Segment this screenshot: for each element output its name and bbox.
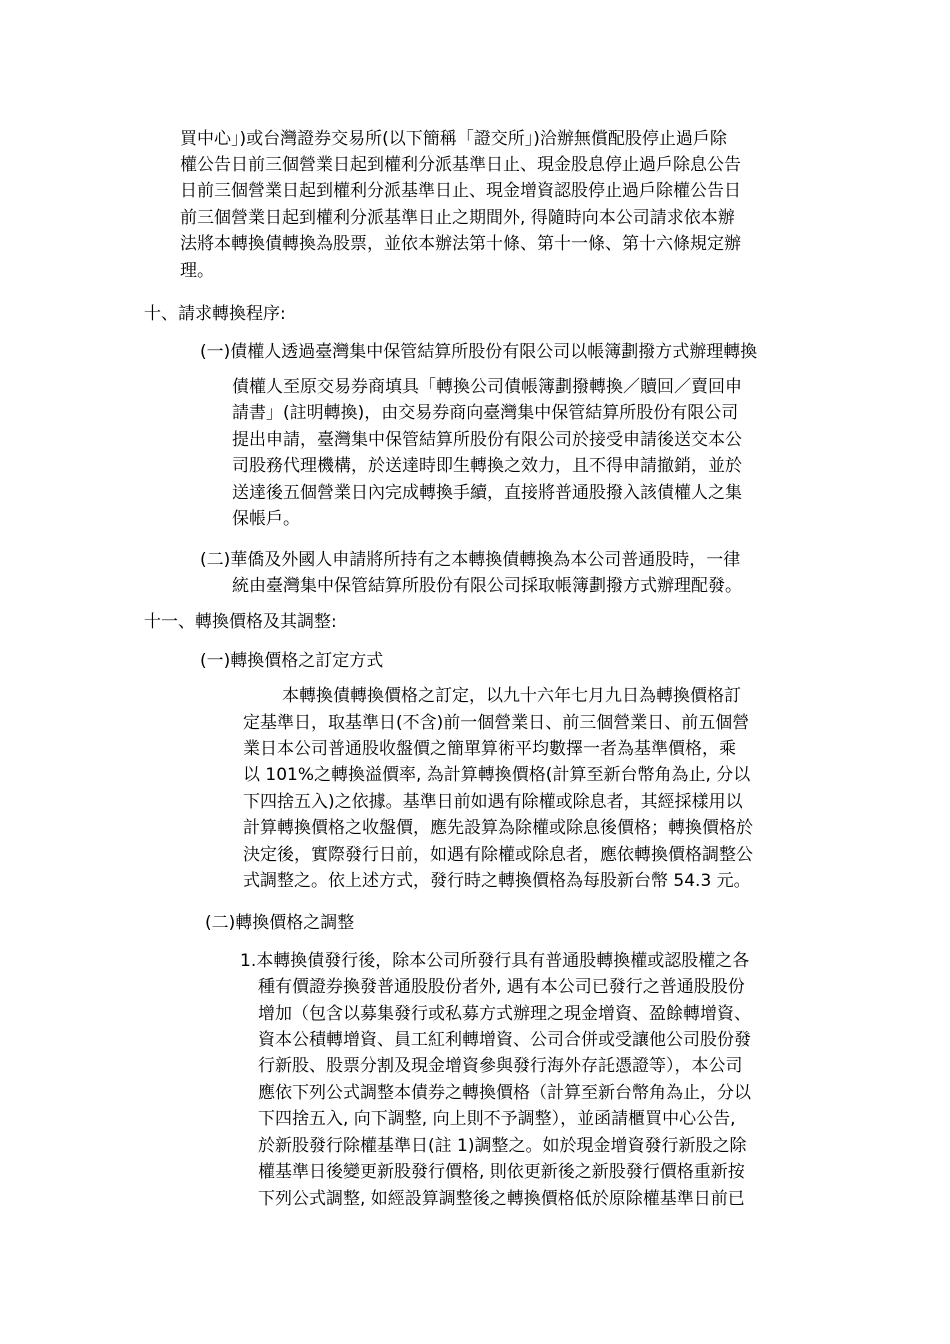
section-heading: 十、請求轉換程序: [144,304,286,324]
text-line: 定基準日，取基準日(不含)前一個營業日、前三個營業日、前五個營 [243,713,750,733]
text-line: 本轉換債轉換價格之訂定，以九十六年七月九日為轉換價格訂 [282,686,741,706]
text-line: 於新股發行除權基準日(註 1)調整之。如於現金增資發行新股之除 [258,1136,747,1156]
text-line: 權基準日後變更新股發行價格, 則依更新後之新股發行價格重新按 [258,1162,745,1182]
text-line: 應依下列公式調整本債券之轉換價格（計算至新台幣角為止，分以 [258,1083,751,1103]
text-line: 增加（包含以募集發行或私募方式辦理之現金增資、盈餘轉增資、 [258,1004,751,1024]
text-line: 行新股、股票分割及現金增資參與發行海外存託憑證等），本公司 [258,1056,743,1076]
section-heading: 十一、轉換價格及其調整: [144,612,337,632]
text-line: 法將本轉換債轉換為股票，並依本辦法第十條、第十一條、第十六條規定辦 [180,234,741,254]
text-line: 請書」(註明轉換)，由交易券商向臺灣集中保管結算所股份有限公司 [232,403,739,423]
text-line: 統由臺灣集中保管結算所股份有限公司採取帳簿劃撥方式辦理配發。 [232,576,742,596]
text-line: 下四捨五入)之依據。基準日前如遇有除權或除息者，其經採樣用以 [243,792,743,812]
text-line: 權公告日前三個營業日起到權利分派基準日止、現金股息停止過戶除息公告 [180,155,741,175]
text-line: 式調整之。依上述方式，發行時之轉換價格為每股新台幣 54.3 元。 [243,871,751,891]
text-line: 日前三個營業日起到權利分派基準日止、現金增資認股停止過戶除權公告日 [180,181,741,201]
text-line: 提出申請，臺灣集中保管結算所股份有限公司於接受申請後送交本公 [232,430,742,450]
text-line: 下四捨五入, 向下調整, 向上則不予調整），並函請櫃買中心公告, [258,1109,736,1129]
text-line: 資本公積轉增資、員工紅利轉增資、公司合併或受讓他公司股份發 [258,1030,751,1050]
item-title: (二)華僑及外國人申請將所持有之本轉換債轉換為本公司普通股時，一律 [200,550,741,570]
text-line: 前三個營業日起到權利分派基準日止之期間外, 得隨時向本公司請求依本辦 [180,208,735,228]
text-line: 業日本公司普通股收盤價之簡單算術平均數擇一者為基準價格，乘 [243,739,736,759]
text-line: 以 101%之轉換溢價率, 為計算轉換價格(計算至新台幣角為止, 分以 [243,765,751,785]
text-line: 買中心」)或台灣證券交易所(以下簡稱「證交所」)洽辦無償配股停止過戶除 [180,129,727,149]
text-line: 1.本轉換債發行後，除本公司所發行具有普通股轉換權或認股權之各 [240,951,750,971]
text-line: 下列公式調整, 如經設算調整後之轉換價格低於原除權基準日前已 [258,1189,745,1209]
item-title: (一)債權人透過臺灣集中保管結算所股份有限公司以帳簿劃撥方式辦理轉換 [200,342,758,362]
item-title: (一)轉換價格之訂定方式 [200,651,384,671]
text-line: 送達後五個營業日內完成轉換手續，直接將普通股撥入該債權人之集 [232,483,742,503]
text-line: 計算轉換價格之收盤價，應先設算為除權或除息後價格；轉換價格於 [243,818,753,838]
text-line: 債權人至原交易券商填具「轉換公司債帳簿劃撥轉換／贖回／賣回申 [232,377,742,397]
text-line: 司股務代理機構，於送達時即生轉換之效力，且不得申請撤銷，並於 [232,456,742,476]
item-title: (二)轉換價格之調整 [205,913,355,933]
text-line: 決定後，實際發行日前，如遇有除權或除息者，應依轉換價格調整公 [243,845,753,865]
text-line: 種有價證券換發普通股股份者外, 遇有本公司已發行之普通股股份 [258,977,745,997]
text-line: 保帳戶。 [232,509,300,529]
text-line: 理。 [180,261,214,281]
